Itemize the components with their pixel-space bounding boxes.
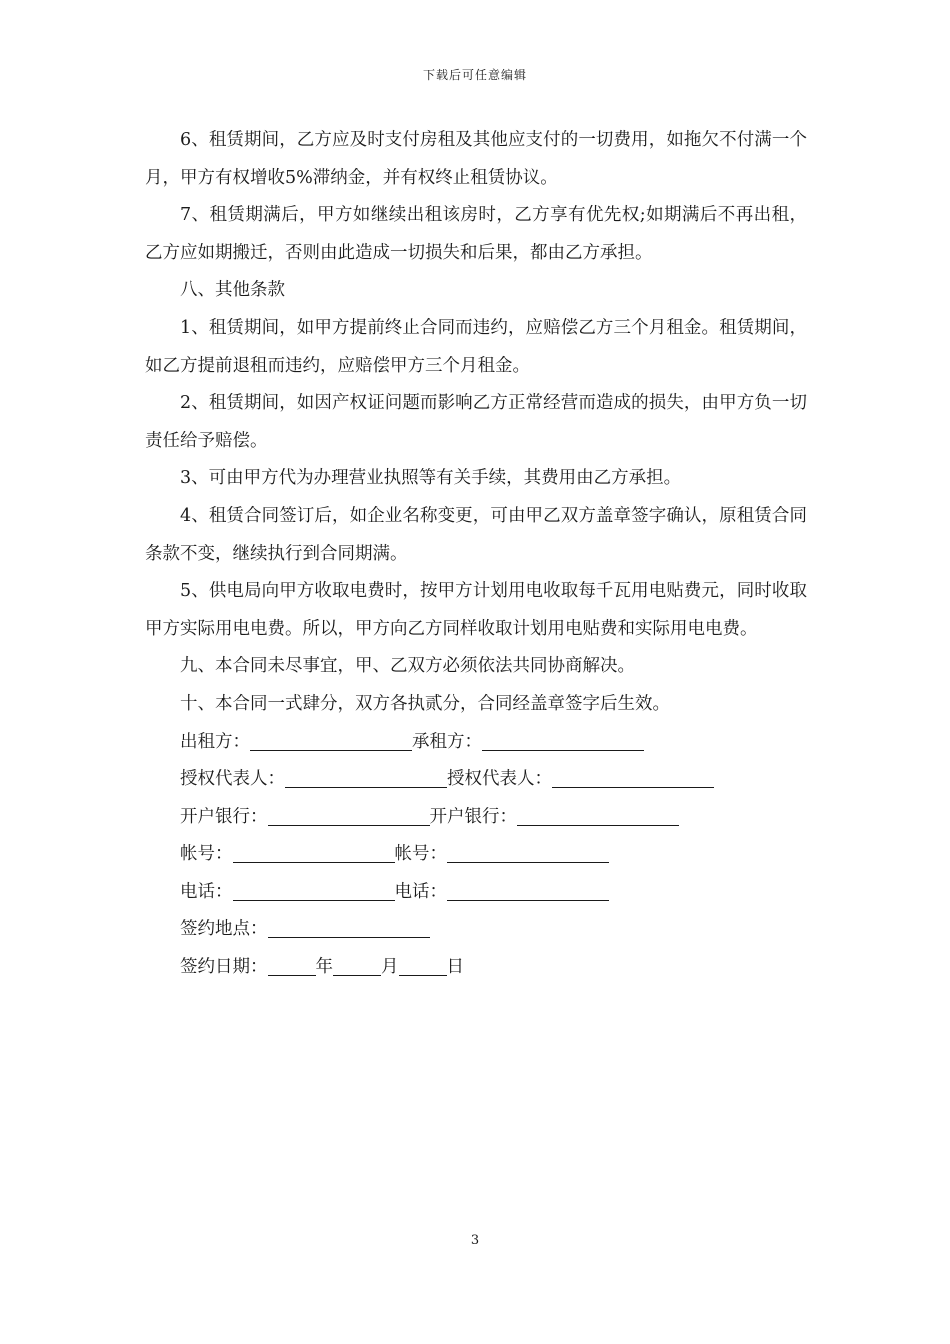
representative-blank-a[interactable] [285,767,447,788]
lessor-blank[interactable] [250,730,412,751]
bank-label-b: 开户银行： [429,806,517,827]
section-heading: 十、本合同一式肆分，双方各执贰分，合同经盖章签字后生效。 [180,693,670,714]
clause-paragraph: 7、租赁期满后，甲方如继续出租该房时，乙方享有优先权;如期满后不再出租，乙方应如期搬迁，否则由此造成一切损失和后果，都由乙方承担。 [145,205,807,263]
lessee-label: 承租方： [412,731,482,752]
year-label: 年 [315,957,333,978]
signature-line-parties [145,724,807,762]
phone-blank-b[interactable] [447,880,609,901]
bank-label-a: 开户银行： [180,806,268,827]
bank-blank-b[interactable] [517,805,679,826]
signature-line-account [145,836,807,874]
account-label-a: 帐号： [180,844,233,865]
contract-body [145,122,807,987]
lessee-blank[interactable] [482,730,644,751]
clause-paragraph: 2、租赁期间，如因产权证问题而影响乙方正常经营而造成的损失，由甲方负一切责任给予赔偿。 [145,393,807,451]
month-blank[interactable] [333,955,381,976]
date-label: 签约日期： [180,957,268,978]
month-label: 月 [381,957,399,978]
page-number: 3 [470,1233,480,1248]
phone-blank-a[interactable] [233,880,395,901]
account-label-b: 帐号： [394,844,447,865]
lessor-label: 出租方： [180,731,250,752]
year-blank[interactable] [268,955,316,976]
day-label: 日 [446,957,464,978]
phone-label-b: 电话： [394,881,447,902]
bank-blank-a[interactable] [268,805,430,826]
signature-line-representative [145,761,807,799]
clause-paragraph: 3、可由甲方代为办理营业执照等有关手续，其费用由乙方承担。 [180,468,682,489]
representative-label-b: 授权代表人： [447,769,552,790]
signature-line-date [145,949,807,987]
clause-paragraph: 6、租赁期间，乙方应及时支付房租及其他应支付的一切费用，如拖欠不付满一个月，甲方有权增收5%滞纳金，并有权终止租赁协议。 [145,130,807,188]
representative-blank-b[interactable] [552,767,714,788]
account-blank-b[interactable] [447,842,609,863]
place-blank[interactable] [268,917,430,938]
page-header-note: 下载后可任意编辑 [422,68,527,82]
signature-line-bank [145,799,807,837]
account-blank-a[interactable] [233,842,395,863]
signature-block [145,724,807,987]
signature-line-phone [145,874,807,912]
clause-paragraph: 4、租赁合同签订后，如企业名称变更，可由甲乙双方盖章签字确认，原租赁合同条款不变，继续执行到合同期满。 [145,505,807,564]
day-blank[interactable] [399,955,447,976]
clause-paragraph: 1、租赁期间，如甲方提前终止合同而违约，应赔偿乙方三个月租金。租赁期间，如乙方提前退租而违约，应赔偿甲方三个月租金。 [145,317,807,376]
representative-label-a: 授权代表人： [180,769,285,790]
signature-line-place [145,911,807,949]
place-label: 签约地点： [180,919,268,940]
section-heading: 八、其他条款 [180,280,285,301]
phone-label-a: 电话： [180,881,233,902]
clause-paragraph: 5、供电局向甲方收取电费时，按甲方计划用电收取每千瓦用电贴费元，同时收取甲方实际用电电费。所以，甲方向乙方同样收取计划用电贴费和实际用电电费。 [145,581,807,639]
section-heading: 九、本合同未尽事宜，甲、乙双方必须依法共同协商解决。 [180,656,635,677]
